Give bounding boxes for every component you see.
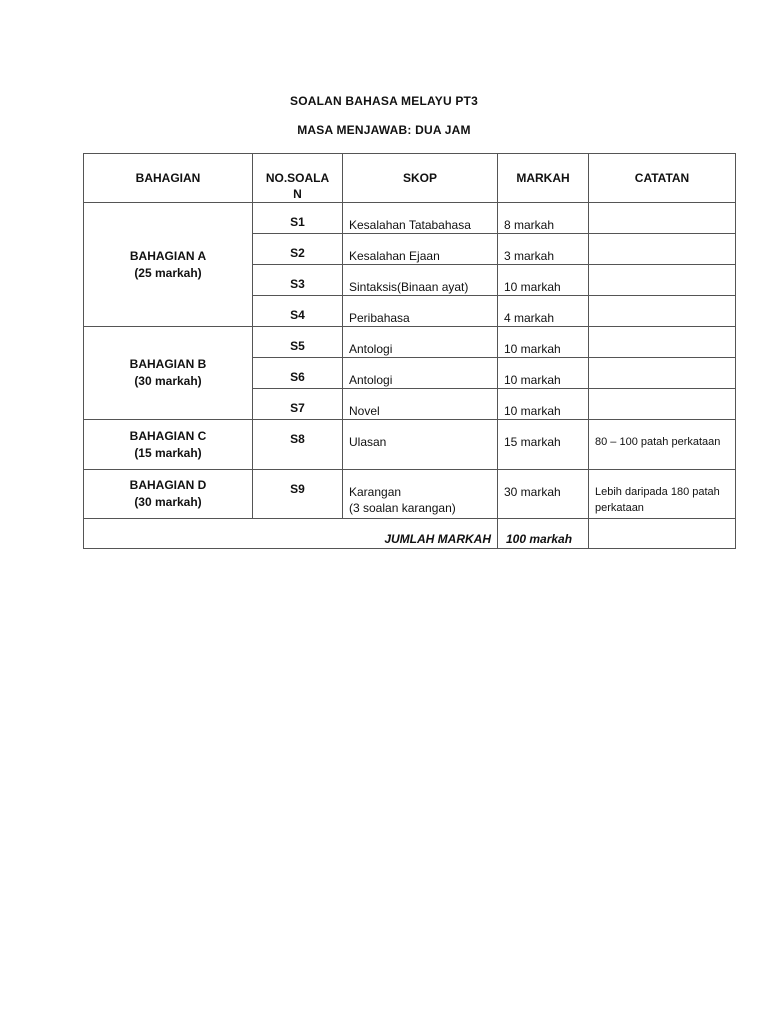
question-no: S8 [253,420,343,470]
total-catatan [589,519,736,549]
section-a-cell [84,203,253,327]
question-no: S1 [253,203,343,234]
question-markah: 8 markah [498,203,589,234]
question-catatan [589,265,736,296]
question-catatan [589,296,736,327]
section-marks: (30 markah) [134,374,202,388]
question-skop: Novel [343,389,498,420]
section-name: BAHAGIAN A [129,248,207,263]
question-skop: Peribahasa [343,296,498,327]
total-label: JUMLAH MARKAH [84,519,498,549]
section-b-cell [84,327,253,420]
question-skop: Kesalahan Ejaan [343,234,498,265]
question-no: S4 [253,296,343,327]
question-catatan [589,203,736,234]
question-skop: Ulasan [343,420,498,470]
question-catatan [589,389,736,420]
section-marks: (25 markah) [134,265,202,280]
question-no: S2 [253,234,343,265]
question-no: S3 [253,265,343,296]
question-no: S6 [253,358,343,389]
header-row [84,154,736,203]
section-name: BAHAGIAN D [129,478,207,492]
question-no: S7 [253,389,343,420]
total-value: 100 markah [498,519,589,549]
question-skop: Kesalahan Tatabahasa [343,203,498,234]
question-markah: 4 markah [498,296,589,327]
question-catatan: Lebih daripada 180 patah perkataan [589,470,736,519]
question-skop: Antologi [343,327,498,358]
question-markah: 10 markah [498,389,589,420]
question-markah: 10 markah [498,358,589,389]
section-name: BAHAGIAN C [129,428,207,443]
question-markah: 10 markah [498,327,589,358]
header-no-soalan: NO.SOALA N [253,154,343,203]
section-name: BAHAGIAN B [129,357,207,371]
header-bahagian: BAHAGIAN [84,154,253,203]
question-catatan [589,327,736,358]
document-duration: MASA MENJAWAB: DUA JAM [297,123,471,137]
marks-table [83,153,736,549]
header-markah: MARKAH [498,154,589,203]
table-row [84,327,736,358]
question-skop: Sintaksis(Binaan ayat) [343,265,498,296]
table-row [84,203,736,234]
question-markah: 30 markah [498,470,589,519]
question-markah: 3 markah [498,234,589,265]
section-c-cell [84,420,253,470]
section-marks: (30 markah) [134,495,202,509]
question-catatan [589,234,736,265]
question-skop: Antologi [343,358,498,389]
question-markah: 15 markah [498,420,589,470]
table-row [84,420,736,470]
question-markah: 10 markah [498,265,589,296]
question-skop: Karangan (3 soalan karangan) [343,470,498,519]
question-catatan: 80 – 100 patah perkataan [589,420,736,470]
question-catatan [589,358,736,389]
table-row [84,470,736,519]
document-title: SOALAN BAHASA MELAYU PT3 [290,94,478,108]
header-skop: SKOP [343,154,498,203]
section-marks: (15 markah) [134,445,202,460]
question-no: S9 [253,470,343,519]
section-d-cell [84,470,253,519]
total-row [84,519,736,549]
header-catatan: CATATAN [589,154,736,203]
question-no: S5 [253,327,343,358]
